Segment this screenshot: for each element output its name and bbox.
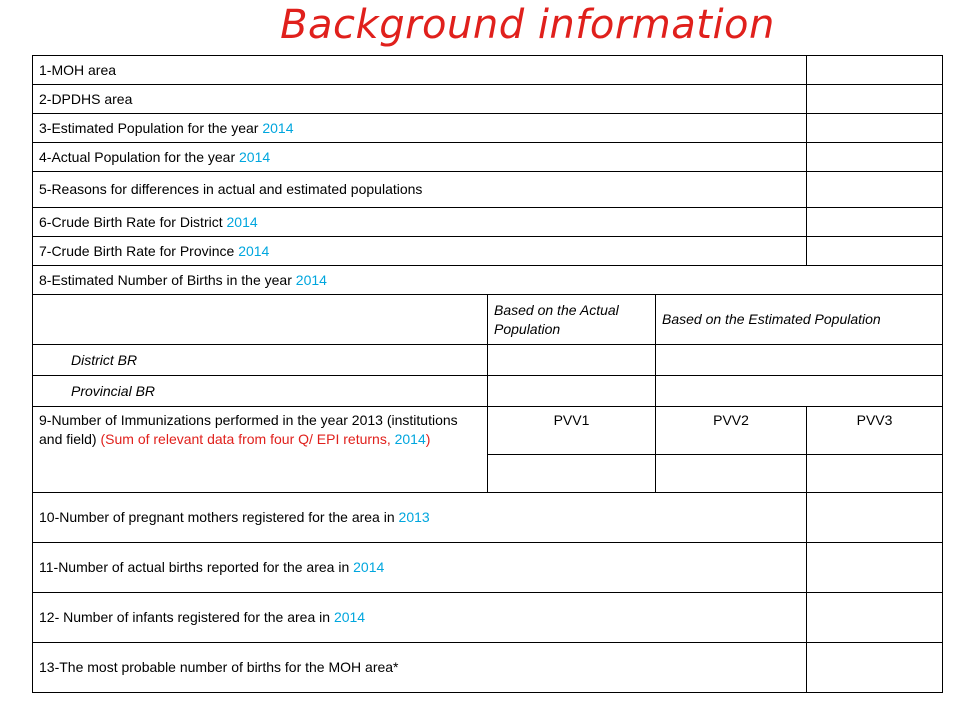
row-label: 12- Number of infants registered for the area in 2014 xyxy=(33,593,807,643)
value-cell[interactable] xyxy=(807,56,943,85)
row-label-provincial-br: Provincial BR xyxy=(33,376,488,407)
value-cell[interactable] xyxy=(656,376,943,407)
page-title: Background information xyxy=(280,2,775,48)
col-header-actual: Based on the Actual Population xyxy=(488,295,656,345)
table-row xyxy=(33,376,943,407)
table-row xyxy=(33,593,943,643)
value-cell[interactable] xyxy=(807,172,943,208)
table-row xyxy=(33,85,943,114)
row-label: 4-Actual Population for the year 2014 xyxy=(33,143,807,172)
table-row xyxy=(33,56,943,85)
row-label: 10-Number of pregnant mothers registered for the area in 2013 xyxy=(33,493,807,543)
row-label: 3-Estimated Population for the year 2014 xyxy=(33,114,807,143)
value-cell[interactable] xyxy=(807,593,943,643)
table-row xyxy=(33,172,943,208)
value-cell[interactable] xyxy=(807,493,943,543)
value-cell[interactable] xyxy=(807,114,943,143)
row-label: 1-MOH area xyxy=(33,56,807,85)
table-row xyxy=(33,407,943,455)
table-row xyxy=(33,345,943,376)
row-label: 9-Number of Immunizations performed in the year 2013 (institutions and field) (Sum of relevant data from four Q/ EPI returns, 2014) xyxy=(33,407,488,493)
row-label: 11-Number of actual births reported for the area in 2014 xyxy=(33,543,807,593)
background-info-table xyxy=(32,55,943,693)
value-cell[interactable] xyxy=(807,208,943,237)
value-cell[interactable] xyxy=(807,143,943,172)
value-cell[interactable] xyxy=(488,376,656,407)
table-row xyxy=(33,493,943,543)
table-row xyxy=(33,237,943,266)
row-label: 2-DPDHS area xyxy=(33,85,807,114)
row-label-district-br: District BR xyxy=(33,345,488,376)
value-cell[interactable] xyxy=(807,237,943,266)
pvv1-value-cell[interactable] xyxy=(488,455,656,493)
pvv1-header: PVV1 xyxy=(488,407,656,455)
value-cell[interactable] xyxy=(488,345,656,376)
value-cell[interactable] xyxy=(807,643,943,693)
table-row xyxy=(33,208,943,237)
empty-cell xyxy=(33,295,488,345)
value-cell[interactable] xyxy=(656,345,943,376)
pvv2-header: PVV2 xyxy=(656,407,807,455)
table-row xyxy=(33,266,943,295)
table-row xyxy=(33,114,943,143)
row-label: 6-Crude Birth Rate for District 2014 xyxy=(33,208,807,237)
row-label: 7-Crude Birth Rate for Province 2014 xyxy=(33,237,807,266)
table-row xyxy=(33,643,943,693)
row-label: 8-Estimated Number of Births in the year 2014 xyxy=(33,266,943,295)
pvv3-header: PVV3 xyxy=(807,407,943,455)
pvv3-value-cell[interactable] xyxy=(807,455,943,493)
value-cell[interactable] xyxy=(807,85,943,114)
row-label: 13-The most probable number of births for the MOH area* xyxy=(33,643,807,693)
value-cell[interactable] xyxy=(807,543,943,593)
pvv2-value-cell[interactable] xyxy=(656,455,807,493)
table-row xyxy=(33,143,943,172)
table-row xyxy=(33,543,943,593)
col-header-estimated: Based on the Estimated Population xyxy=(656,295,943,345)
row-label: 5-Reasons for differences in actual and estimated populations xyxy=(33,172,807,208)
table-row xyxy=(33,295,943,345)
